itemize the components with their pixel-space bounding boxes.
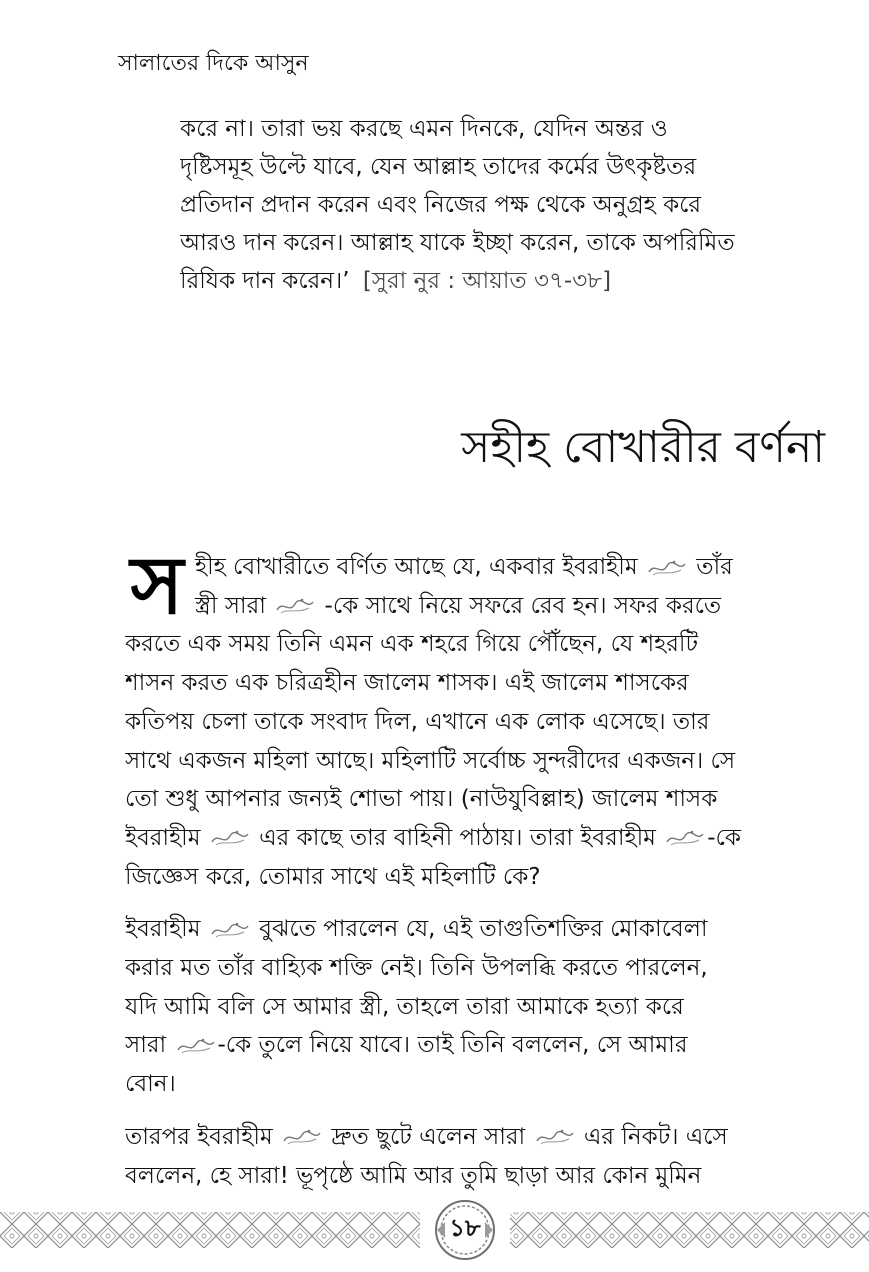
running-head: সালাতের দিকে আসুন	[118, 51, 309, 76]
text-segment: এর কাছে তার বাহিনী পাঠায়। তারা ইবরাহীম	[259, 824, 656, 851]
honorific-icon	[647, 558, 687, 578]
text-segment: সারা	[125, 1032, 167, 1059]
text-segment: ইবরাহীম	[125, 916, 201, 943]
page-number: ১৮	[449, 1214, 481, 1242]
honorific-icon	[665, 828, 705, 848]
text-segment: ইবরাহীম	[125, 824, 201, 851]
honorific-icon	[210, 828, 250, 848]
body-text	[125, 548, 825, 1195]
text-segment: স্ত্রী সারা	[195, 592, 266, 619]
paragraph1-line: তো শুধু আপনার জন্যই শোভা পায়। (নাউযুবিল্লাহ) জালেম শাসক	[125, 786, 718, 813]
paragraph2-line: যদি আমি বলি সে আমার স্ত্রী, তাহলে তারা আমাকে হত্যা করে	[125, 993, 684, 1020]
paragraph-gap	[125, 896, 825, 910]
quote-line: প্রতিদান প্রদান করেন এবং নিজের পক্ষ থেকে অনুগ্রহ করে	[180, 192, 702, 218]
text-segment: -কে	[707, 824, 741, 851]
text-segment: দ্রুত ছুটে এলেন সারা	[331, 1123, 526, 1150]
honorific-icon	[275, 596, 315, 616]
text-segment: তারপর ইবরাহীম	[125, 1123, 273, 1150]
paragraph2-line: বোন।	[125, 1071, 176, 1098]
paragraph3-line: বললেন, হে সারা! ভূপৃষ্ঠে আমি আর তুমি ছাড়া আর কোন মুমিন	[125, 1162, 702, 1189]
paragraph1-line: জিজ্ঞেস করে, তোমার সাথে এই মহিলাটি কে?	[125, 863, 541, 890]
paragraph1-line: করতে এক সময় তিনি এমন এক শহরে গিয়ে পৌঁছেন, যে শহরটি	[125, 631, 698, 658]
text-segment: এর নিকট। এসে	[583, 1123, 728, 1150]
text-segment: -কে সাথে নিয়ে সফরে রেব হন। সফর করতে	[324, 592, 722, 619]
honorific-icon	[535, 1127, 575, 1147]
quote-line: আরও দান করেন। আল্লাহ যাকে ইচ্ছা করেন, তাকে অপরিমিত	[180, 230, 735, 256]
quote-reference: [সুরা নুর : আয়াত ৩৭-৩৮]	[362, 268, 612, 294]
chapter-title: সহীহ বোখারীর বর্ণনা	[461, 422, 825, 473]
drop-cap: স	[130, 546, 184, 624]
paragraph1-line	[125, 819, 825, 858]
quote-line: করে না। তারা ভয় করছে এমন দিনকে, যেদিন অন্তর ও	[180, 116, 668, 142]
paragraph1-line	[125, 548, 825, 587]
honorific-icon	[210, 920, 250, 940]
paragraph1-line: শাসন করত এক চরিত্রহীন জালেম শাসক। এই জালেম শাসকের	[125, 670, 689, 697]
paragraph1-line: কতিপয় চেলা তাকে সংবাদ দিল, এখানে এক লোক এসেছে। তার	[125, 708, 710, 735]
honorific-icon	[176, 1036, 216, 1056]
paragraph-gap	[125, 1104, 825, 1118]
quote-block	[180, 110, 830, 300]
quote-line-last	[180, 262, 830, 300]
paragraph3-line	[125, 1118, 825, 1157]
text-segment: হীহ বোখারীতে বর্ণিত আছে যে, একবার ইবরাহীম	[195, 554, 638, 580]
paragraph2-line	[125, 1026, 825, 1065]
text-segment: -কে তুলে নিয়ে যাবে। তাই তিনি বললেন, সে আমার	[217, 1032, 688, 1059]
honorific-icon	[282, 1127, 322, 1147]
paragraph1-line: সাথে একজন মহিলা আছে। মহিলাটি সর্বোচ্চ সুন্দরীদের একজন। সে	[125, 747, 736, 774]
quote-line-text: রিযিক দান করেন।’	[180, 268, 350, 294]
text-segment: তাঁর	[696, 554, 733, 580]
paragraph2-line: করার মত তাঁর বাহ্যিক শক্তি নেই। তিনি উপলব্ধি করতে পারলেন,	[125, 955, 708, 982]
text-segment: বুঝতে পারলেন যে, এই তাগুতিশক্তির মোকাবেলা	[259, 916, 708, 943]
quote-line: দৃষ্টিসমূহ উল্টে যাবে, যেন আল্লাহ তাদের কর্মের উৎকৃষ্টতর	[180, 154, 697, 180]
paragraph1-line	[125, 587, 825, 626]
paragraph2-line	[125, 910, 825, 949]
